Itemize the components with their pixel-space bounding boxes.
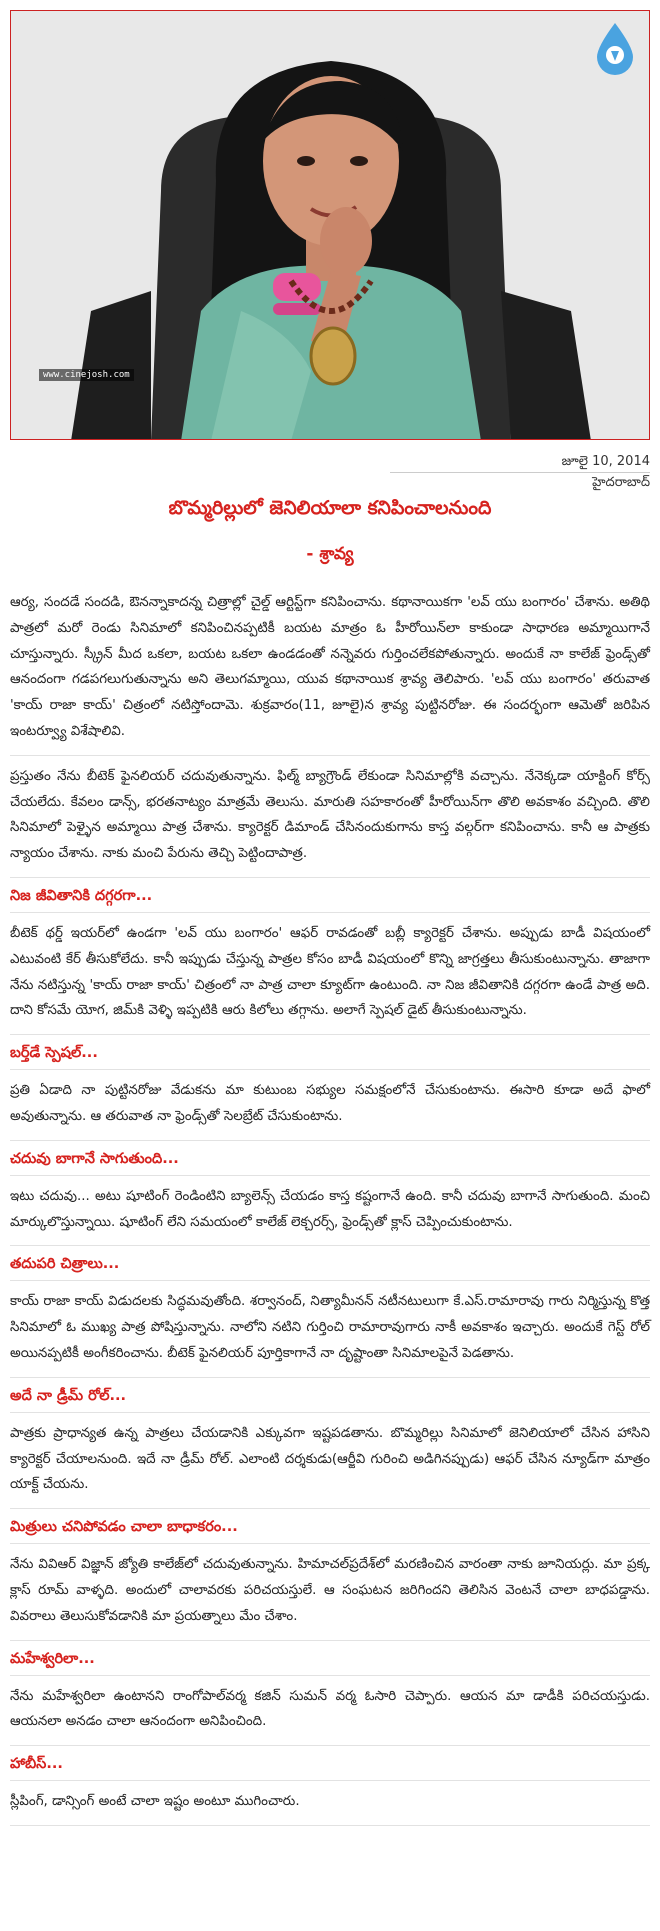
section-heading: హాబీస్...: [10, 1746, 650, 1781]
section-heading: తదుపరి చిత్రాలు...: [10, 1246, 650, 1281]
article-paragraph: నేను మహేశ్వరిలా ఉంటానని రాంగోపాల్‌వర్మ కజిన్ సుమన్ వర్మ ఓసారి చెప్పారు. ఆయన మా డాడీకి పరిచయస్తుడు. ఆయనలా అనడం చాలా ఆనందంగా అనిపించింది.: [10, 1676, 650, 1747]
article-meta: [390, 452, 650, 493]
article-date: జూలై 10, 2014: [561, 454, 650, 469]
article-paragraph: ఇటు చదువు... అటు షూటింగ్ రెండింటిని బ్యాలెన్స్ చేయడం కాస్త కష్టంగానే ఉంది. కానీ చదువు బాగానే సాగుతుంది. మంచి మార్కులొస్తున్నాయి. షూటింగ్ లేని సమయంలో కాలేజ్ లెక్చరర్స్, ఫ్రెండ్స్‌తో క్లాస్ చెప్పించుకుంటాను.: [10, 1176, 650, 1247]
section-heading: చదువు బాగానే సాగుతుంది...: [10, 1141, 650, 1176]
photo-watermark: www.cinejosh.com: [39, 369, 134, 381]
article-headline: బొమ్మరిల్లులో జెనిలియాలా కనిపించాలనుంది: [168, 497, 492, 519]
article-paragraph: ప్రతి ఏడాది నా పుట్టినరోజు వేడుకను మా కుటుంబ సభ్యుల సమక్షంలోనే చేసుకుంటాను. ఈసారి కూడా అదే ఫాలో అవుతున్నాను. ఆ తరువాత నా ఫ్రెండ్స్‌తో సెలబ్రేట్ చేసుకుంటాను.: [10, 1070, 650, 1141]
article-byline: - శ్రావ్య: [306, 544, 354, 564]
article-body: [10, 582, 650, 1826]
section-heading: మిత్రులు చనిపోవడం చాలా బాధాకరం...: [10, 1509, 650, 1544]
article-location: హైదరాబాద్: [390, 472, 650, 493]
article-paragraph: బీటెక్ థర్డ్ ఇయర్‌లో ఉండగా 'లవ్ యు బంగారం' ఆఫర్ రావడంతో బబ్లీ క్యారెక్టర్ చేశాను. అప్పుడు బాడీ విషయంలో ఎటువంటి కేర్ తీసుకోలేదు. కానీ ఇప్పుడు చేస్తున్న పాత్రల కోసం బాడీ విషయంలో కొన్ని జాగ్రత్తలు తీసుకుంటున్నాను. తాజాగా నేను నటిస్తున్న 'కాయ్ రాజా కాయ్' చిత్రంలో నా పాత్ర చాలా క్యూట్‌గా ఉంటుంది. నా నిజ జీవితానికి దగ్గరగా ఉండే పాత్ర అది. దాని కోసమే యోగ, జిమ్‌కి వెళ్ళి ఇప్పటికి ఆరు కిలోలు తగ్గాను. అలాగే స్పెషల్ డైట్ తీసుకుంటున్నాను.: [10, 913, 650, 1035]
article-paragraph: కాయ్ రాజా కాయ్ విడుదలకు సిద్ధమవుతోంది. శర్వానంద్, నిత్యామీనన్ నటీనటులుగా కే.ఎస్.రామారావు గారు నిర్మిస్తున్న కొత్త సినిమాలో ఓ ముఖ్య పాత్ర పోషిస్తున్నాను. నాలోని నటిని గుర్తించి రామారావుగారు నాకీ అవకాశం ఇచ్చారు. అందుకే గెస్ట్ రోల్ అయినప్పటికీ అంగీకరించాను. బీటెక్ ఫైనలియర్ పూర్తికాగానే నా దృష్టాంతా సినిమాలపైనే పెడతాను.: [10, 1281, 650, 1377]
cinejosh-drop-logo-icon: [593, 21, 637, 75]
article-paragraph: ప్రస్తుతం నేను బీటెక్ ఫైనలియర్ చదువుతున్నాను. ఫిల్మ్ బ్యాగ్రౌండ్ లేకుండా సినిమాల్లోకి వచ్చాను. నేనెక్కడా యాక్టింగ్ కోర్స్ చేయలేదు. కేవలం డాన్స్, భరతనాట్యం మాత్రమే తెలుసు. మారుతి సహకారంతో హీరోయిన్‌గా తొలి అవకాశం వచ్చింది. తొలి సినిమాలో పెళ్ళైన అమ్మాయి పాత్ర చేశాను. క్యారెక్టర్ డిమాండ్ చేసినందుకుగాను కాస్త వల్గర్‌గా కనిపించాను. కానీ ఆ పాత్రకు న్యాయం చేశాను. నాకు మంచి పేరును తెచ్చి పెట్టిందాపాత్ర.: [10, 756, 650, 878]
section-heading: అదే నా డ్రీమ్ రోల్...: [10, 1378, 650, 1413]
article-photo: [10, 10, 650, 440]
article-paragraph: స్లీపింగ్, డాన్సింగ్ అంటే చాలా ఇష్టం అంటూ ముగించారు.: [10, 1781, 650, 1826]
article-paragraph: ఆర్య, సందడే సందడి, ఔనన్నాకాదన్న చిత్రాల్లో చైల్డ్ ఆర్టిస్ట్‌గా కనిపించాను. కథానాయికగా 'లవ్ యు బంగారం' చేశాను. అతిథి పాత్రలో మరో రెండు సినిమాలో కనిపించినప్పటికీ బయట మాత్రం ఓ హీరోయిన్‌లా కాకుండా సాధారణ అమ్మాయిగానే చూస్తున్నారు. స్క్రీన్ మీద ఒకలా, బయట ఒకలా ఉండడంతో నన్నెవరు గుర్తించలేకపోతున్నారు. అందుకే నా కాలేజ్ ఫ్రెండ్స్‌తో ఆనందంగా గడపగలుగుతున్నాను అని తెలుగమ్మాయి, యువ కథానాయిక శ్రావ్య తెలిపారు. 'లవ్ యు బంగారం' తరువాత 'కాయ్ రాజా కాయ్' చిత్రంలో నటిస్తోందామె. శుక్రవారం(11, జూలై)న శ్రావ్య పుట్టినరోజు. ఈ సందర్భంగా ఆమెతో జరిపిన ఇంటర్వ్యూ విశేషాలివి.: [10, 582, 650, 756]
section-heading: బర్త్‌డే స్పెషల్...: [10, 1035, 650, 1070]
article-paragraph: పాత్రకు ప్రాధాన్యత ఉన్న పాత్రలు చేయడానికి ఎక్కువగా ఇష్టపడతాను. బొమ్మరిల్లు సినిమాలో జెనిలియాలో చేసిన హాసిని క్యారెక్టర్ చేయాలనుంది. ఇదే నా డ్రీమ్ రోల్. ఎలాంటి దర్శకుడు(ఆర్జీవి గురించి అడిగినప్పుడు) ఆఫర్ చేసిన న్యూడ్‌గా మాత్రం యాక్ట్ చేయను.: [10, 1413, 650, 1509]
section-heading: నిజ జీవితానికి దగ్గరగా...: [10, 878, 650, 913]
article-paragraph: నేను వివిఆర్ విజ్ఞాన్ జ్యోతి కాలేజ్‌లో చదువుతున్నాను. హిమాచల్‌ప్రదేశ్‌లో మరణించిన వారంతా నాకు జూనియర్లు. మా ప్రక్క క్లాస్ రూమ్ వాళ్ళది. అందులో చాలావరకు పరిచయస్తులే. ఆ సంఘటన జరిగిందని తెలిసిన వెంటనే చాలా బాధపడ్డాను. వివరాలు తెలుసుకోవడానికి మా ప్రయత్నాలు మేం చేశాం.: [10, 1544, 650, 1640]
section-heading: మహేశ్వరిలా...: [10, 1641, 650, 1676]
